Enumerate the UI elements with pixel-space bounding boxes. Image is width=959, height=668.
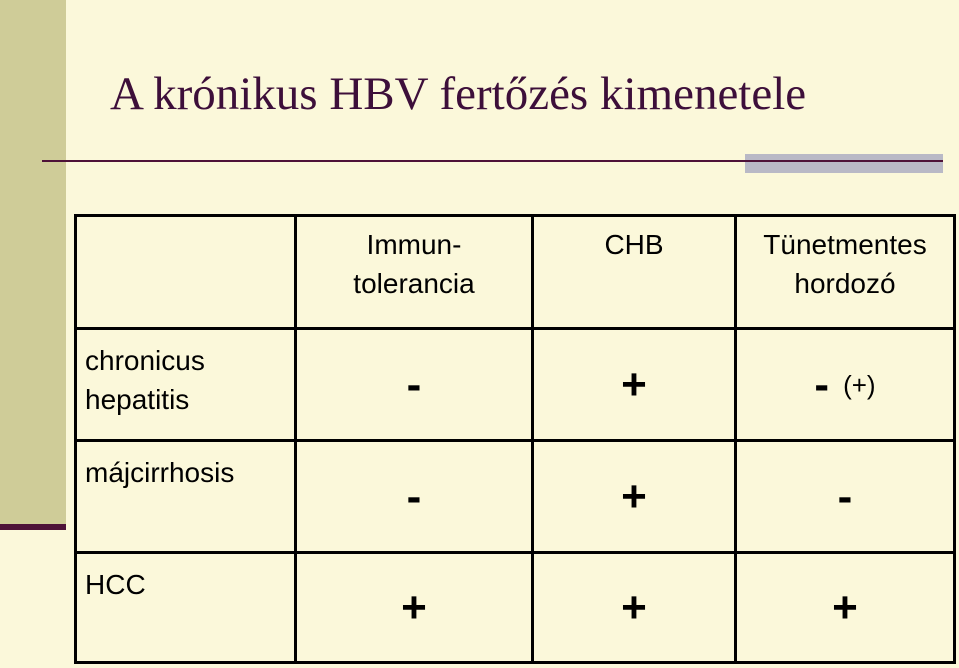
cell-value: - — [406, 471, 422, 521]
table-cell — [534, 442, 737, 554]
title-underline — [42, 160, 784, 162]
column-header-label: Tünetmentes hordozó — [763, 229, 927, 299]
table-cell — [534, 554, 737, 664]
row-label-text: májcirrhosis — [85, 457, 235, 488]
cell-value: + — [621, 359, 647, 409]
column-header-immuntolerancia — [297, 217, 534, 330]
row-label-majcirrhosis — [77, 442, 297, 554]
cell-value: + — [401, 582, 427, 632]
title-underline-block — [745, 154, 943, 173]
cell-note: (+) — [843, 369, 876, 400]
cell-value: - — [814, 359, 830, 409]
cell-value: + — [621, 471, 647, 521]
row-label-text: chronicus hepatitis — [85, 345, 205, 415]
cell-value: - — [837, 471, 853, 521]
outcome-table — [74, 214, 956, 664]
title-underline-block-line — [745, 160, 943, 162]
table-cell — [737, 554, 956, 664]
table-cell — [534, 330, 737, 442]
row-label-hcc — [77, 554, 297, 664]
row-label-chronicus-hepatitis — [77, 330, 297, 442]
cell-value: + — [621, 582, 647, 632]
column-header-label: CHB — [604, 229, 664, 260]
table-cell — [737, 442, 956, 554]
table-cell — [297, 554, 534, 664]
table-corner-cell — [77, 217, 297, 330]
column-header-label: Immun- tolerancia — [353, 229, 475, 299]
table-cell — [737, 330, 956, 442]
side-decor-bar — [0, 0, 66, 527]
column-header-tunetmentes-hordozo — [737, 217, 956, 330]
cell-value: + — [832, 582, 858, 632]
column-header-chb — [534, 217, 737, 330]
table-cell — [297, 442, 534, 554]
table-cell — [297, 330, 534, 442]
row-label-text: HCC — [85, 569, 146, 600]
slide-title: A krónikus HBV fertőzés kimenetele — [110, 68, 807, 120]
cell-value: - — [406, 359, 422, 409]
side-decor-bar-foot — [0, 524, 66, 530]
